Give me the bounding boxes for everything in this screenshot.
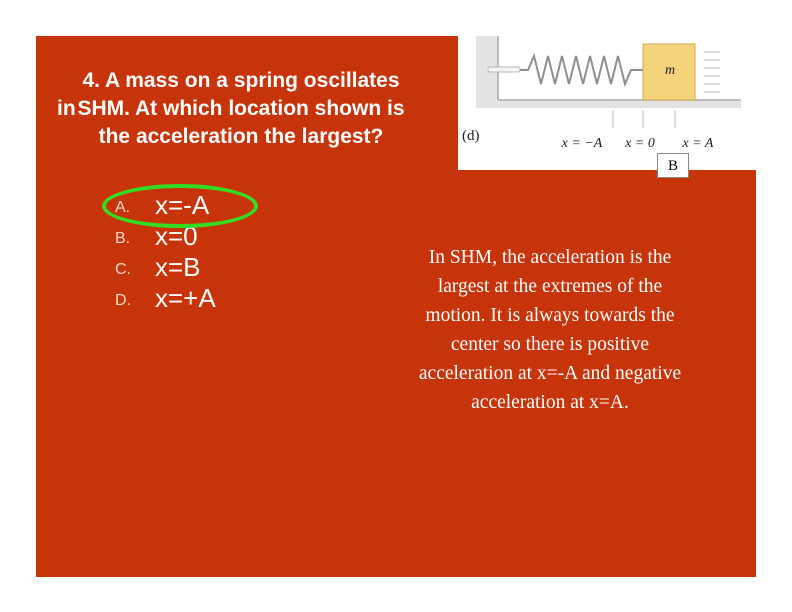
choice-letter: C. <box>115 261 131 278</box>
choice-letter: A. <box>115 199 131 216</box>
position-ticks <box>613 110 675 128</box>
explanation-line: acceleration at x=A. <box>471 392 629 413</box>
explanation-line: center so there is positive <box>450 334 650 355</box>
spring <box>520 56 643 84</box>
question-line-1: 4. A mass on a spring oscillates <box>82 69 400 92</box>
question-line-2: SHM. At which location shown is <box>77 97 405 120</box>
question-overlap-word: in <box>57 97 76 120</box>
panel-label: (d) <box>462 128 480 144</box>
mass-label: m <box>664 63 676 78</box>
position-label-plus-a: x = A <box>682 136 714 151</box>
choice-letter: B. <box>115 230 131 247</box>
spring-mass-figure <box>458 36 756 170</box>
choice-text: x=0 <box>155 221 198 251</box>
choice-text: x=-A <box>155 190 210 220</box>
explanation-line: In SHM, the acceleration is the <box>428 247 672 268</box>
choice-text: x=+A <box>155 283 216 313</box>
explanation-line: largest at the extremes of the <box>437 276 663 297</box>
explanation-line: motion. It is always towards the <box>425 305 675 326</box>
floor <box>476 100 741 108</box>
position-label-minus-a: x = −A <box>561 136 603 151</box>
spring-mass-diagram <box>458 36 756 170</box>
explanation-line: acceleration at x=-A and negative <box>418 363 682 384</box>
choice-letter: D. <box>115 292 131 309</box>
question-line-3: the acceleration the largest? <box>98 125 384 148</box>
question-text <box>46 67 436 151</box>
explanation-text <box>378 243 722 417</box>
motion-lines <box>704 52 720 92</box>
choice-text: x=B <box>155 252 201 282</box>
position-label-zero: x = 0 <box>625 136 655 151</box>
b-position-label: B <box>657 153 689 178</box>
correct-answer-highlight <box>102 184 258 228</box>
